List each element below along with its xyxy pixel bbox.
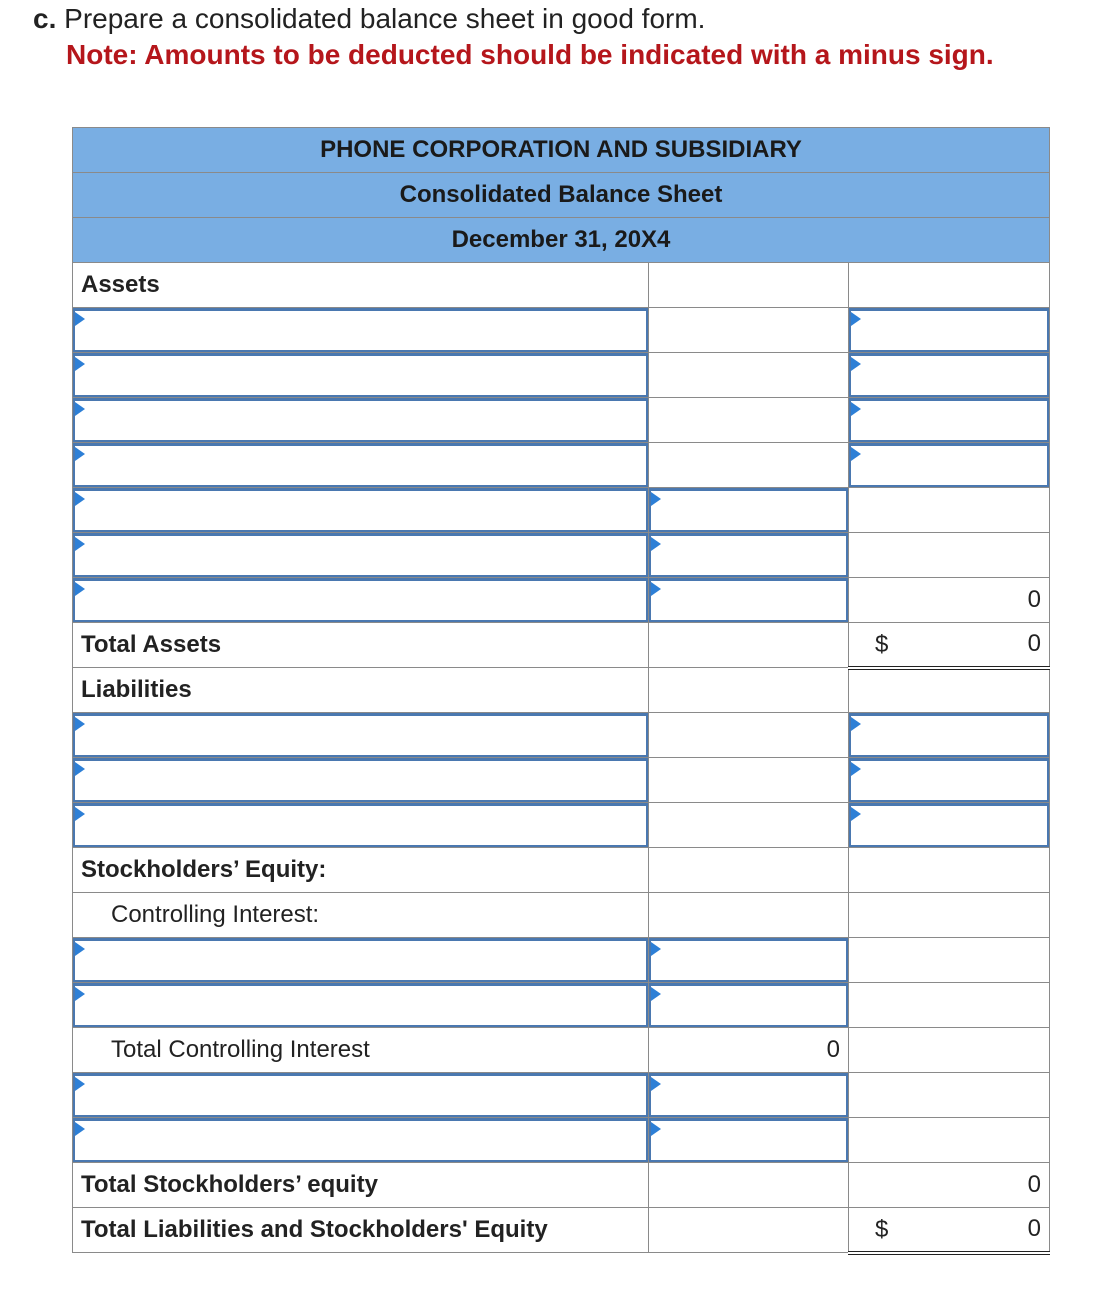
asset-account-select[interactable]: [73, 353, 648, 397]
total-stockholders-equity-row: [73, 1163, 1050, 1208]
total-controlling-interest-value: 0: [649, 1028, 849, 1073]
assets-heading-row: [73, 263, 1050, 308]
equity-account-select[interactable]: [73, 983, 648, 1027]
asset-row: [73, 398, 1050, 443]
equity-amount-cell: [649, 1118, 849, 1163]
asset-row: [73, 353, 1050, 398]
balance-sheet-table: [72, 127, 1050, 1255]
total-controlling-interest-label: Total Controlling Interest: [73, 1028, 649, 1073]
total-assets-row: [73, 623, 1050, 668]
liabilities-heading-row: [73, 668, 1050, 713]
asset-account-cell: [73, 578, 649, 623]
asset-account-cell: [73, 353, 649, 398]
liability-account-select[interactable]: [73, 713, 648, 757]
liability-row: [73, 713, 1050, 758]
currency-symbol: $: [875, 631, 889, 658]
asset-amount-cell: [849, 398, 1050, 443]
equity-amount-cell: [649, 1073, 849, 1118]
controlling-interest-heading-row: [73, 893, 1050, 938]
asset-detail-amount-input[interactable]: [649, 488, 848, 532]
header-row-title: [73, 173, 1050, 218]
equity-amount-input[interactable]: [649, 1073, 848, 1117]
liability-amount-input[interactable]: [849, 758, 1049, 802]
currency-symbol: $: [875, 1216, 889, 1243]
asset-amount-input[interactable]: [849, 353, 1049, 397]
part-label: c.: [33, 3, 57, 34]
liability-account-cell: [73, 758, 649, 803]
total-liabilities-equity-label: Total Liabilities and Stockholders' Equity: [73, 1208, 649, 1253]
equity-row: [73, 983, 1050, 1028]
equity-account-cell: [73, 1118, 649, 1163]
liability-amount-input[interactable]: [849, 713, 1049, 757]
asset-account-cell: [73, 398, 649, 443]
liability-account-cell: [73, 713, 649, 758]
equity-row: [73, 1073, 1050, 1118]
question-body: Prepare a consolidated balance sheet in good form.: [64, 3, 706, 34]
liability-amount-cell: [849, 803, 1050, 848]
asset-amount-input[interactable]: [849, 398, 1049, 442]
asset-amount-cell: [849, 308, 1050, 353]
equity-amount-cell: [649, 983, 849, 1028]
total-assets-label: Total Assets: [73, 623, 649, 668]
asset-detail-amount-input[interactable]: [649, 578, 848, 622]
liability-account-select[interactable]: [73, 758, 648, 802]
equity-amount-input[interactable]: [649, 938, 848, 982]
equity-account-cell: [73, 1073, 649, 1118]
equity-row: [73, 938, 1050, 983]
equity-row: [73, 1118, 1050, 1163]
asset-row: [73, 488, 1050, 533]
total-assets-value: 0: [1027, 630, 1041, 658]
statement-date: December 31, 20X4: [73, 218, 1050, 263]
header-row-date: [73, 218, 1050, 263]
asset-account-select[interactable]: [73, 308, 648, 352]
company-name: PHONE CORPORATION AND SUBSIDIARY: [73, 128, 1050, 173]
header-row-company: [73, 128, 1050, 173]
assets-heading: Assets: [73, 263, 649, 308]
liability-row: [73, 758, 1050, 803]
equity-account-select[interactable]: [73, 938, 648, 982]
asset-account-cell: [73, 308, 649, 353]
total-liabilities-equity-row: [73, 1208, 1050, 1253]
asset-row: [73, 578, 1050, 623]
liability-account-select[interactable]: [73, 803, 648, 847]
asset-row: [73, 308, 1050, 353]
total-liabilities-equity-value: 0: [1027, 1215, 1041, 1243]
total-controlling-interest-row: [73, 1028, 1050, 1073]
asset-account-select[interactable]: [73, 488, 648, 532]
equity-amount-input[interactable]: [649, 983, 848, 1027]
equity-account-cell: [73, 983, 649, 1028]
statement-title: Consolidated Balance Sheet: [73, 173, 1050, 218]
asset-amount-input[interactable]: [849, 443, 1049, 487]
asset-row: [73, 443, 1050, 488]
liability-amount-cell: [849, 713, 1050, 758]
equity-account-select[interactable]: [73, 1118, 648, 1162]
equity-account-select[interactable]: [73, 1073, 648, 1117]
question-text: [33, 2, 705, 36]
liability-row: [73, 803, 1050, 848]
asset-detail-amount-cell: [649, 578, 849, 623]
equity-amount-input[interactable]: [649, 1118, 848, 1162]
asset-row: [73, 533, 1050, 578]
asset-account-select[interactable]: [73, 533, 648, 577]
stockholders-equity-heading-row: [73, 848, 1050, 893]
asset-account-select[interactable]: [73, 398, 648, 442]
asset-amount-cell: [849, 443, 1050, 488]
asset-amount-cell: [849, 353, 1050, 398]
asset-detail-amount-cell: [649, 533, 849, 578]
total-stockholders-equity-value: 0: [849, 1163, 1050, 1208]
liability-amount-input[interactable]: [849, 803, 1049, 847]
asset-account-cell: [73, 443, 649, 488]
asset-account-cell: [73, 533, 649, 578]
liability-account-cell: [73, 803, 649, 848]
total-liabilities-equity-cell: [849, 1208, 1050, 1253]
total-assets-cell: [849, 623, 1050, 668]
asset-amount-input[interactable]: [849, 308, 1049, 352]
equity-amount-cell: [649, 938, 849, 983]
equity-account-cell: [73, 938, 649, 983]
stockholders-equity-heading: Stockholders’ Equity:: [73, 848, 649, 893]
liability-amount-cell: [849, 758, 1050, 803]
liabilities-heading: Liabilities: [73, 668, 649, 713]
asset-subtotal-value: 0: [849, 578, 1050, 623]
total-stockholders-equity-label: Total Stockholders’ equity: [73, 1163, 649, 1208]
asset-account-cell: [73, 488, 649, 533]
asset-detail-amount-input[interactable]: [649, 533, 848, 577]
asset-detail-amount-cell: [649, 488, 849, 533]
controlling-interest-heading: Controlling Interest:: [73, 893, 649, 938]
note-text: Note: Amounts to be deducted should be indicated with a minus sign.: [66, 39, 994, 70]
asset-account-select[interactable]: [73, 443, 648, 487]
asset-account-select[interactable]: [73, 578, 648, 622]
